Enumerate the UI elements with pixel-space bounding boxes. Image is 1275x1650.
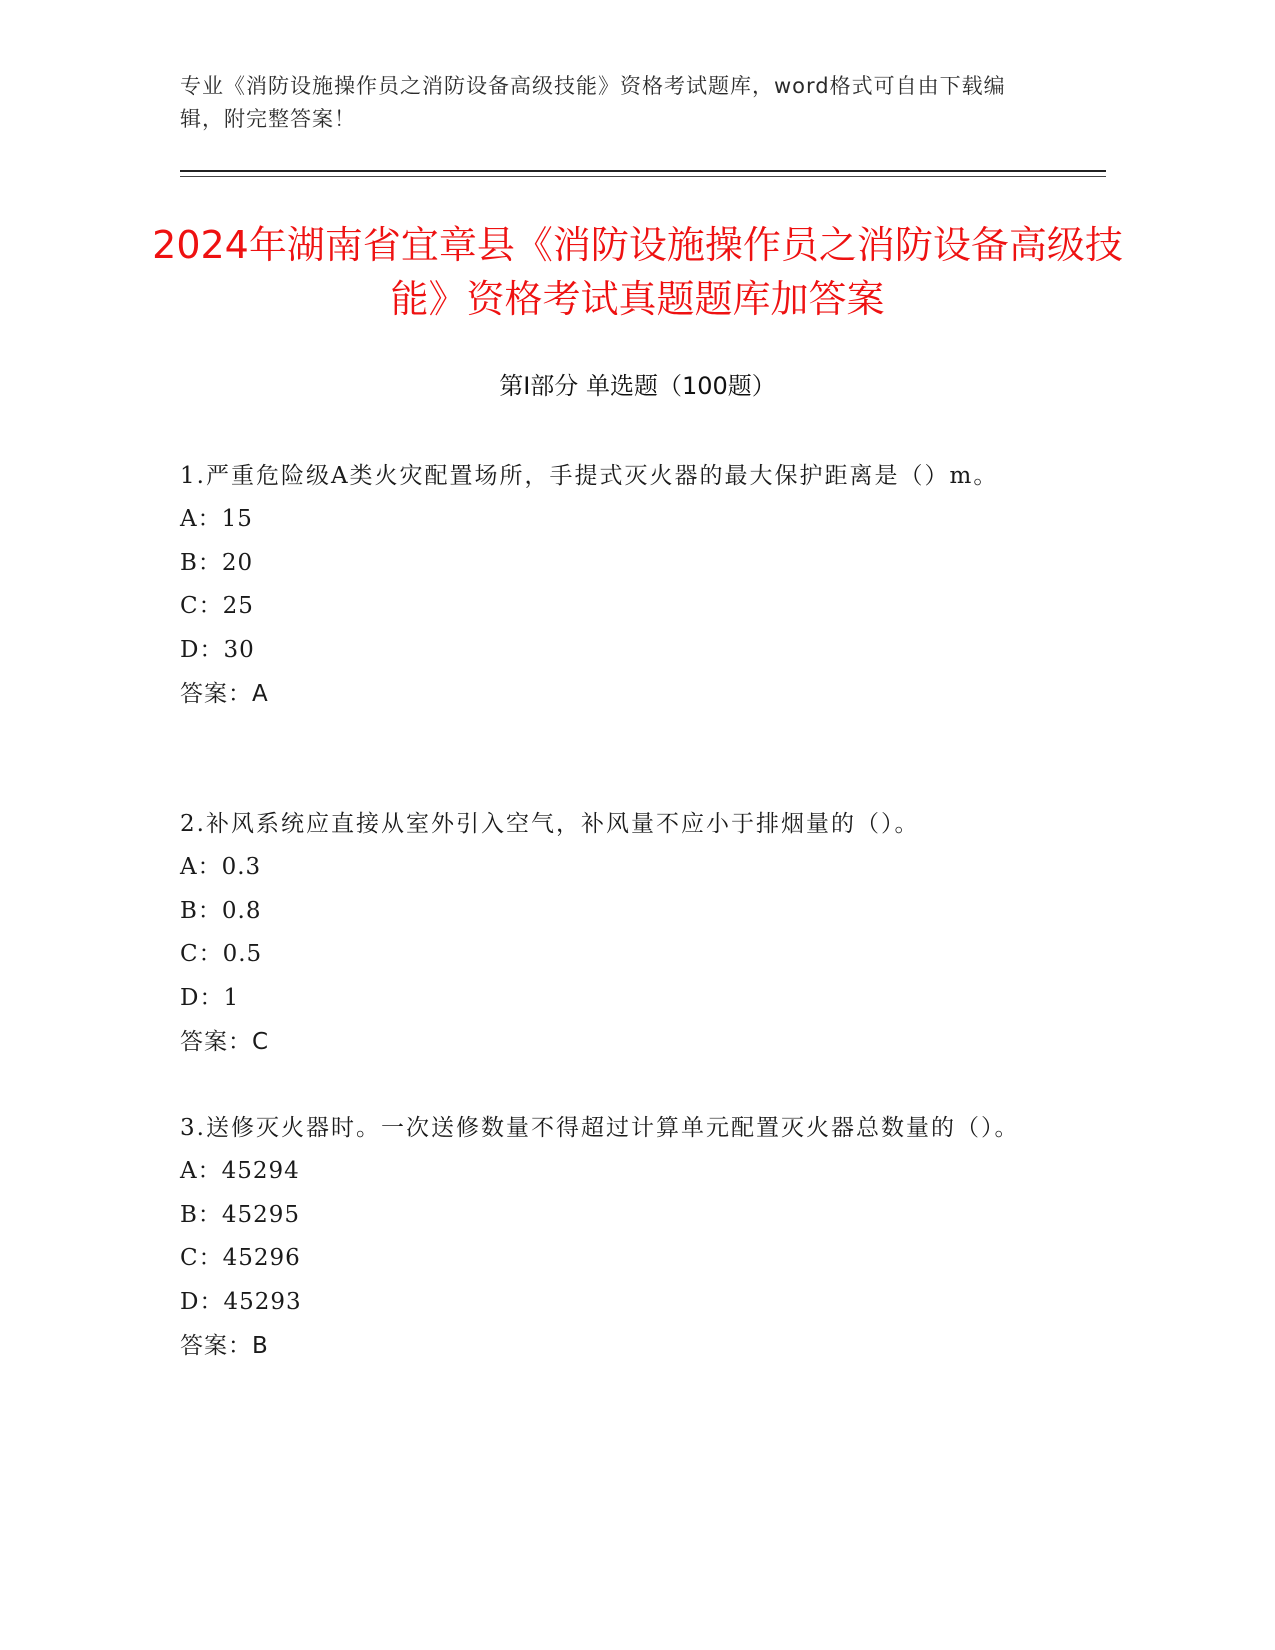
option-b: B：20	[180, 549, 254, 576]
question-2	[180, 802, 1040, 1064]
option-a: A：0.3	[180, 854, 262, 880]
question-stem: 2.补风系统应直接从室外引入空气，补风量不应小于排烟量的（）。	[180, 811, 920, 837]
option-d: D：45293	[180, 1288, 302, 1315]
option-c: C：45296	[180, 1245, 301, 1271]
question-stem: 3.送修灭火器时。一次送修数量不得超过计算单元配置灭火器总数量的（）。	[180, 1115, 1020, 1141]
question-1	[180, 454, 1040, 716]
question-stem: 1.严重危险级A类火灾配置场所，手提式灭火器的最大保护距离是（）m。	[180, 463, 999, 489]
header-divider-thick	[180, 170, 1106, 172]
option-a: A：15	[180, 506, 253, 532]
option-d: D：1	[180, 984, 240, 1011]
option-d: D：30	[180, 636, 255, 663]
answer: 答案：C	[180, 1029, 270, 1055]
answer: 答案：B	[180, 1333, 269, 1359]
header-divider-thin	[180, 176, 1106, 177]
option-b: B：0.8	[180, 897, 262, 924]
question-3	[180, 1106, 1040, 1368]
header-note: 专业《消防设施操作员之消防设备高级技能》资格考试题库，word格式可自由下载编辑，附完整答案！	[180, 74, 1006, 131]
option-a: A：45294	[180, 1158, 300, 1184]
option-c: C：0.5	[180, 941, 263, 967]
document-title: 2024年湖南省宜章县《消防设施操作员之消防设备高级技能》资格考试真题题库加答案	[152, 223, 1123, 321]
section-heading: 第Ⅰ部分 单选题（100题）	[499, 372, 776, 400]
option-c: C：25	[180, 593, 254, 619]
answer: 答案：A	[180, 681, 269, 707]
option-b: B：45295	[180, 1201, 301, 1228]
